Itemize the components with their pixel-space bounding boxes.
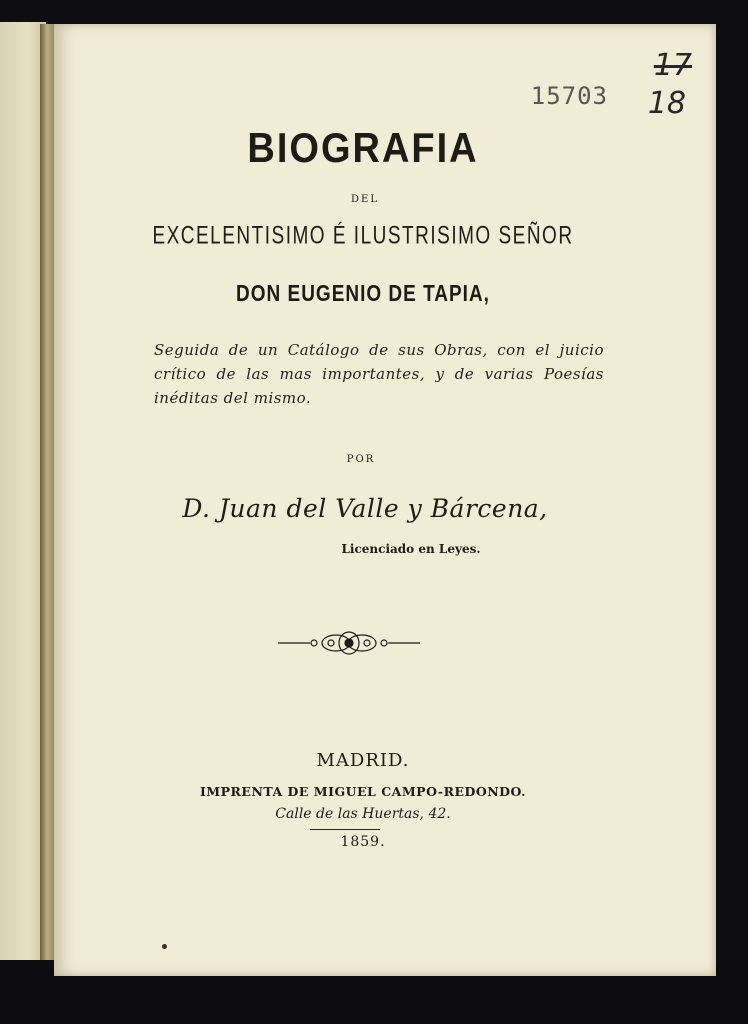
book-title: BIOGRAFIA bbox=[247, 125, 479, 173]
imprint-place: MADRID. bbox=[316, 750, 410, 771]
catalog-stamp-number: 15703 bbox=[530, 82, 608, 110]
imprint-address: Calle de las Huertas, 42. bbox=[275, 806, 451, 822]
by-label: POR bbox=[346, 454, 376, 465]
imprint-year: 1859. bbox=[340, 834, 386, 850]
title-page bbox=[54, 24, 716, 976]
pencil-mark: 18 bbox=[647, 86, 686, 121]
author-name: D. Juan del Valle y Bárcena, bbox=[182, 494, 548, 523]
subject-name: DON EUGENIO DE TAPIA, bbox=[236, 281, 490, 307]
title-connector: DEL bbox=[351, 194, 379, 205]
imprint-rule bbox=[310, 829, 380, 830]
imprint-printer: IMPRENTA DE MIGUEL CAMPO-REDONDO. bbox=[199, 784, 527, 799]
honorific-line: EXCELENTISIMO É ILUSTRISIMO SEÑOR bbox=[152, 222, 574, 250]
ink-spot bbox=[162, 944, 167, 949]
author-credential: Licenciado en Leyes. bbox=[341, 542, 481, 556]
pencil-mark-struck: 17 bbox=[653, 48, 692, 83]
printer-ornament-icon bbox=[276, 628, 422, 658]
subtitle-text: Seguida de un Catálogo de sus Obras, con el juicio crítico de las mas importantes, y de varias Poesías inéditas del mismo. bbox=[154, 341, 604, 407]
